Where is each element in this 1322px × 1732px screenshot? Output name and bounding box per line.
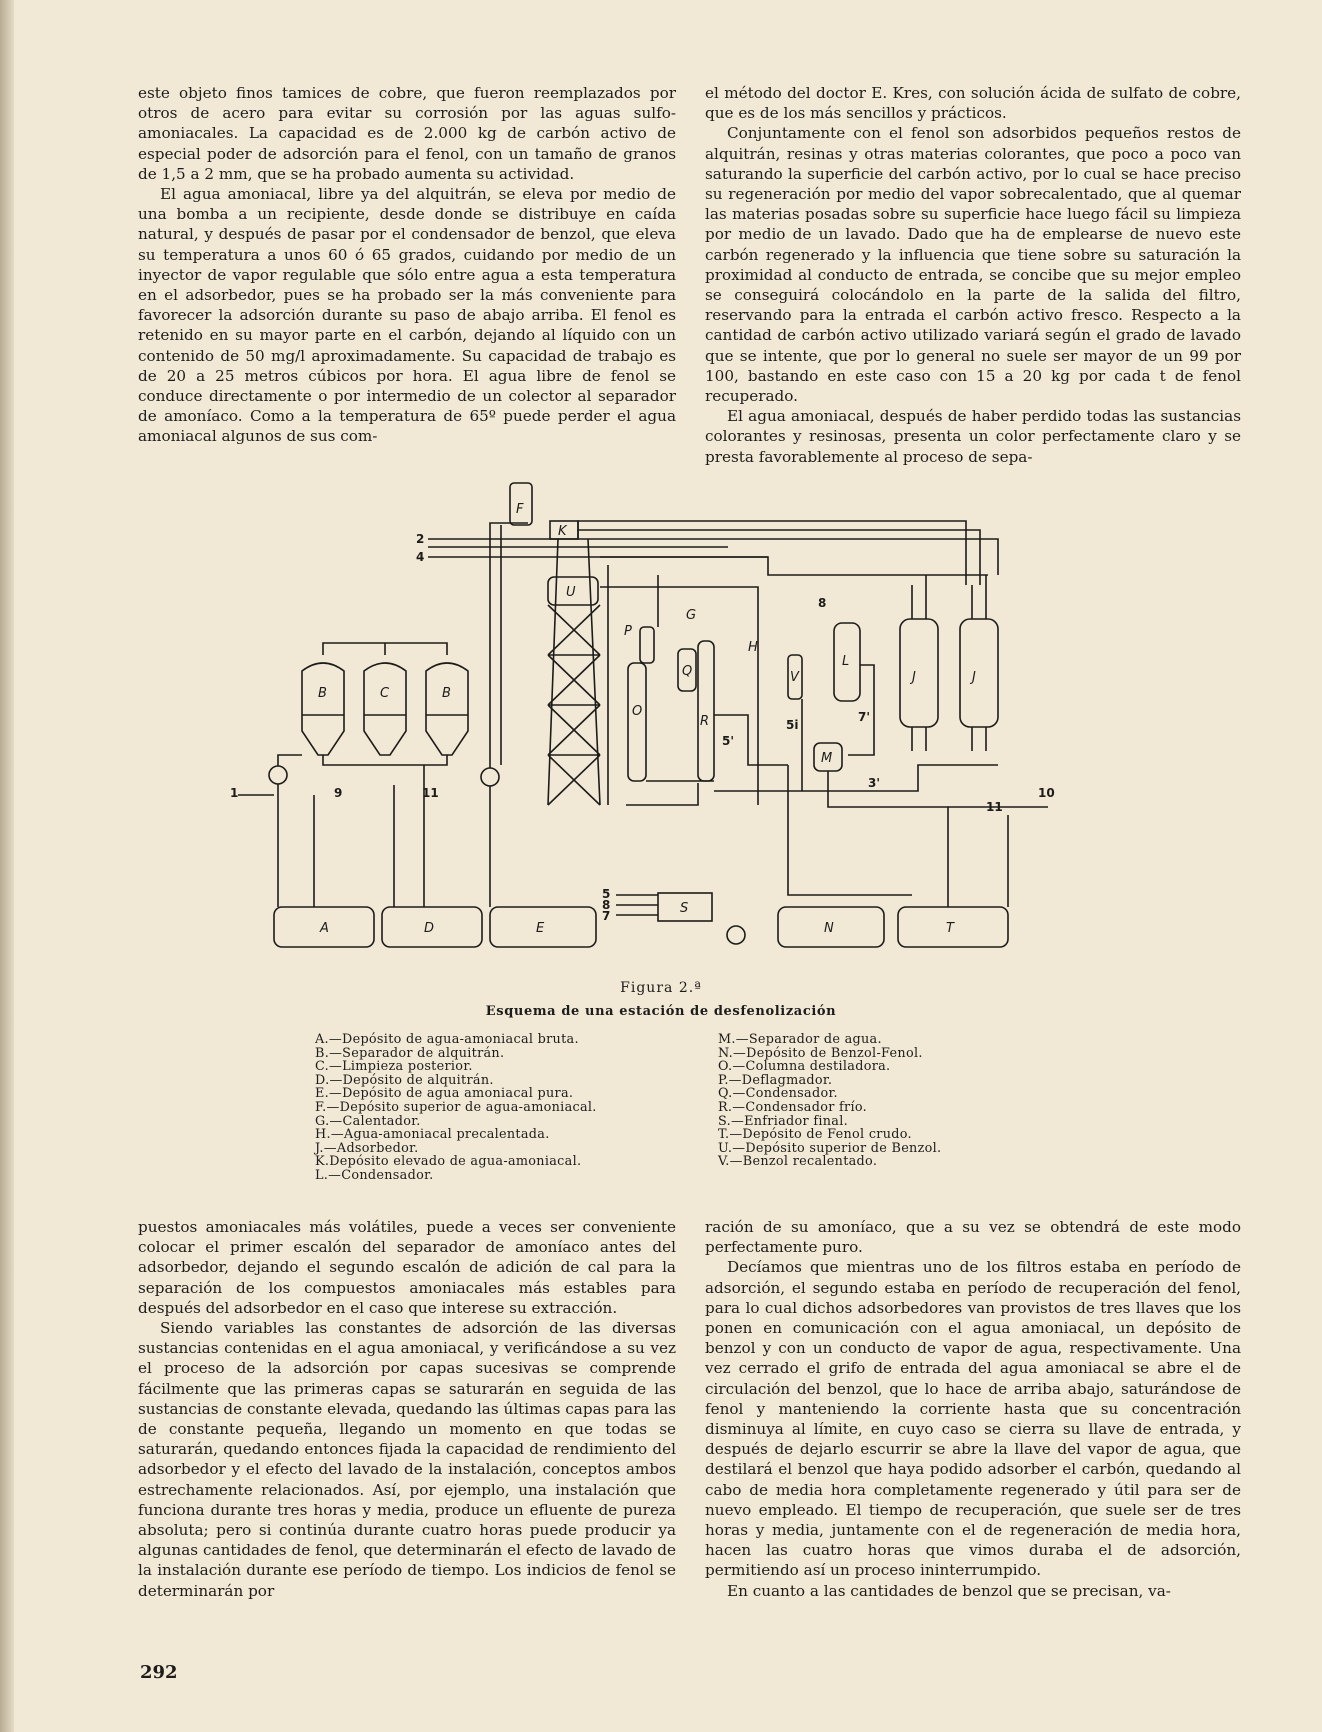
tank-F	[510, 483, 532, 525]
pump-middle	[481, 768, 499, 786]
adsorber-J-right	[960, 575, 998, 751]
label-P: P	[624, 624, 632, 639]
condenser-R	[698, 641, 714, 781]
paragraph: El agua amoniacal, después de haber perdido todas las sustancias colorantes y resinosas, presenta un color perfectamente claro y se presta favorablemente al proceso de sepa-	[705, 407, 1241, 466]
legend-item: K.Depósito elevado de agua-amoniacal.	[315, 1154, 582, 1170]
legend-item: N.—Depósito de Benzol-Fenol.	[718, 1045, 923, 1061]
tank-S	[658, 893, 712, 921]
line-2-label: 2	[416, 532, 425, 546]
line-11-label: 11	[986, 800, 1003, 814]
label-Q: Q	[682, 664, 693, 679]
paragraph: En cuanto a las cantidades de benzol que se precisan, va-	[727, 1581, 1171, 1600]
page-edge	[0, 0, 14, 1732]
deflegmator-P	[624, 624, 654, 663]
label-B: B	[318, 686, 327, 701]
heater-V	[788, 655, 802, 699]
legend-item: G.—Calentador.	[315, 1113, 421, 1129]
legend-item: E.—Depósito de agua amoniacal pura.	[315, 1086, 574, 1102]
legend-item: B.—Separador de alquitrán.	[315, 1045, 505, 1061]
paragraph: ración de su amoníaco, que a su vez se obtendrá de este modo perfectamente puro.	[705, 1218, 1241, 1257]
line-5p-label: 5'	[722, 734, 735, 748]
paragraph: El agua amoniacal, libre ya del alquitrán, se eleva por medio de una bomba a un recipiente, desde donde se distribuye en caída natural, y después de pasar por el condensador de benzol, que eleva su temperatura a unos 60 ó 65 grados, cuidando por medio de un inyector de vapor regulable que sólo entre agua a esta temperatura en el adsorbedor, pues se ha probado ser la más conveniente para favorecer la adsorción durante su paso de abajo arriba. El fenol es retenido en su mayor parte en el carbón, dejando al líquido con un contenido de 50 mg/l aproximadamente. Su capacidad de trabajo es de 20 a 25 metros cúbicos por hora. El agua libre de fenol se conduce directamente o por intermedio de un colector al separador de amoníaco. Como a la temperatura de 65º puede perder el agua amoniacal algunos de sus com-	[138, 185, 676, 446]
legend-item: Q.—Condensador.	[718, 1086, 838, 1102]
label-A: A	[320, 921, 329, 936]
pump-bottom	[727, 926, 745, 944]
line-8-label: 8	[602, 898, 611, 912]
label-O: O	[632, 704, 643, 719]
process-diagram-svg	[228, 502, 1148, 975]
legend-item: F.—Depósito superior de agua-amoniacal.	[315, 1099, 597, 1115]
text-column-top-right	[705, 83, 1241, 467]
paragraph: Decíamos que mientras uno de los filtros estaba en período de adsorción, el segundo estaba en período de recuperación del fenol, para lo cual dichos adsorbedores van provistos de tres llaves que los ponen en comunicación con el agua amoniacal, un depósito de benzol y con un conducto de vapor de agua, respectivamente. Una vez cerrado el grifo de entrada del agua amoniacal se abre el de circulación del benzol, que lo hace de arriba abajo, saturándose de fenol y manteniendo la corriente hasta que su concentración disminuya al límite, en cuyo caso se cierra su llave de entrada, y después de dejarlo escurrir se abre la llave del vapor de agua, que destilará el benzol que haya podido adsorber el carbón, quedando al cabo de media hora completamente regenerado y útil para ser de nuevo empleado. El tiempo de recuperación, que suele ser de tres horas y media, juntamente con el de regeneración de media hora, hacen las cuatro horas que vimos duraba el de adsorción, permitiendo así un proceso ininterrumpido.	[705, 1258, 1241, 1580]
legend-item: L.—Condensador.	[315, 1167, 434, 1183]
legend-right	[718, 1033, 941, 1169]
line-8b-label: 8	[818, 596, 827, 610]
legend-item: A.—Depósito de agua-amoniacal bruta.	[315, 1032, 579, 1047]
label-R: R	[700, 714, 710, 729]
paragraph: este objeto finos tamices de cobre, que fueron reemplazados por otros de acero para evitar su corrosión por las aguas sulfo-amoniacales. La capacidad es de 2.000 kg de carbón activo de especial poder de adsorción para el fenol, con un tamaño de granos de 1,5 a 2 mm, que se ha probado aumenta su actividad.	[138, 84, 676, 183]
line-5-label: 5	[602, 887, 611, 901]
line-5i-label: 5i	[786, 718, 799, 732]
paragraph: el método del doctor E. Kres, con solución ácida de sulfato de cobre, que es de los más sencillos y prácticos.	[705, 84, 1241, 123]
label-S: S	[680, 901, 689, 916]
legend-left	[315, 1033, 597, 1183]
line-10-label: 10	[1038, 786, 1055, 800]
label-J: J	[912, 670, 916, 685]
paragraph: Conjuntamente con el fenol son adsorbidos pequeños restos de alquitrán, resinas y otras materias colorantes, que poco a poco van saturando la superficie del carbón activo, por lo cual se hace preciso su regeneración por medio del vapor sobrecalentado, que al quemar las materias posadas sobre su superficie hace luego fácil su limpieza por medio de un lavado. Dado que ha de emplearse de nuevo este carbón regenerado y la influencia que tiene sobre su saturación la proximidad al conducto de entrada, se concibe que su mejor empleo se conseguirá colocándolo en la parte de la salida del filtro, reservando para la entrada el carbón activo fresco. Respecto a la cantidad de carbón activo utilizado variará según el grado de lavado que se intente, que por lo general no suele ser mayor de un 99 por 100, bastando en este caso con 15 a 20 kg por cada t de fenol recuperado.	[705, 124, 1241, 406]
figure-title: Esquema de una estación de desfenolización	[485, 1004, 837, 1019]
text-column-bottom-left	[138, 1217, 676, 1601]
legend-item: R.—Condensador frío.	[718, 1099, 868, 1115]
column-O	[628, 663, 646, 781]
label-B: B	[442, 686, 451, 701]
line-9-label: 9	[334, 786, 343, 800]
label-H: H	[748, 640, 758, 655]
label-E: E	[536, 921, 545, 936]
legend-item: P.—Deflagmador.	[718, 1072, 833, 1088]
legend-item: H.—Agua-amoniacal precalentada.	[315, 1127, 550, 1143]
paragraph: Siendo variables las constantes de adsorción de las diversas sustancias contenidas en el agua amoniacal, y verificándose a su vez el proceso de la adsorción por capas sucesivas se comprende fácilmente que las primeras capas se saturarán en seguida de las sustancias de constante elevada, quedando las últimas capas para las de constante pequeña, llegando un momento en que todas se saturarán, quedando entonces fijada la capacidad de rendimiento del adsorbedor y el efecto del lavado de la instalación, conceptos ambos estrechamente relacionados. Así, por ejemplo, una instalación que funciona durante tres horas y media, produce un efluente de pureza absoluta; pero si continúa durante cuatro horas puede producir ya algunas cantidades de fenol, que determinarán el efecto de lavado de la instalación durante ese período de tiempo. Los indicios de fenol se determinarán por	[138, 1319, 676, 1600]
paragraph: puestos amoniacales más volátiles, puede a veces ser conveniente colocar el primer escalón del separador de amoníaco antes del adsorbedor, dejando el segundo escalón de adición de cal para la separación de los compuestos amoniacales más estables para después del adsorbedor en el caso que interese su extracción.	[138, 1218, 676, 1317]
pump-left	[269, 766, 287, 784]
line-1-label: 1	[230, 786, 239, 800]
line-3p-label: 3'	[868, 776, 881, 790]
separator-C	[364, 663, 406, 755]
label-V: V	[790, 670, 799, 685]
condenser-Q	[678, 649, 696, 691]
legend-item: U.—Depósito superior de Benzol.	[718, 1140, 942, 1156]
label-C: C	[380, 686, 390, 701]
line-11b-label: 11	[422, 786, 439, 800]
line-7-label: 7	[602, 909, 611, 923]
label-M: M	[821, 751, 833, 766]
label-G: G	[686, 608, 697, 623]
label-T: T	[946, 921, 954, 936]
label-F: F	[516, 502, 524, 517]
label-U: U	[566, 585, 576, 600]
legend-item: O.—Columna destiladora.	[718, 1059, 891, 1075]
tank-N	[778, 907, 884, 947]
process-diagram	[228, 502, 1148, 975]
legend-item: M.—Separador de agua.	[718, 1032, 882, 1047]
separator-M	[814, 743, 842, 771]
tank-D	[382, 907, 482, 947]
figure-caption: Figura 2.ª	[620, 980, 702, 996]
condenser-L	[834, 623, 860, 701]
tank-A	[274, 907, 374, 947]
tower-K-U	[548, 521, 600, 805]
legend-item: V.—Benzol recalentado.	[718, 1154, 878, 1170]
text-column-bottom-right	[705, 1217, 1241, 1601]
tank-T	[898, 907, 1008, 947]
adsorber-J-left	[900, 575, 938, 751]
line-7p-label: 7'	[858, 710, 871, 724]
page-number: 292	[140, 1662, 178, 1683]
label-L: L	[842, 654, 850, 669]
legend-item: J.—Adsorbedor.	[315, 1140, 419, 1156]
label-N: N	[824, 921, 834, 936]
legend-item: T.—Depósito de Fenol crudo.	[718, 1127, 912, 1143]
label-K: K	[558, 524, 567, 539]
tank-E	[490, 907, 596, 947]
label-J: J	[972, 670, 976, 685]
text-column-top-left	[138, 83, 676, 447]
line-4-label: 4	[416, 550, 425, 564]
separator-B-left	[302, 663, 344, 755]
legend-item: S.—Enfriador final.	[718, 1113, 848, 1129]
separator-B-right	[426, 663, 468, 755]
legend-item: D.—Depósito de alquitrán.	[315, 1072, 494, 1088]
legend-item: C.—Limpieza posterior.	[315, 1059, 473, 1075]
label-D: D	[424, 921, 435, 936]
